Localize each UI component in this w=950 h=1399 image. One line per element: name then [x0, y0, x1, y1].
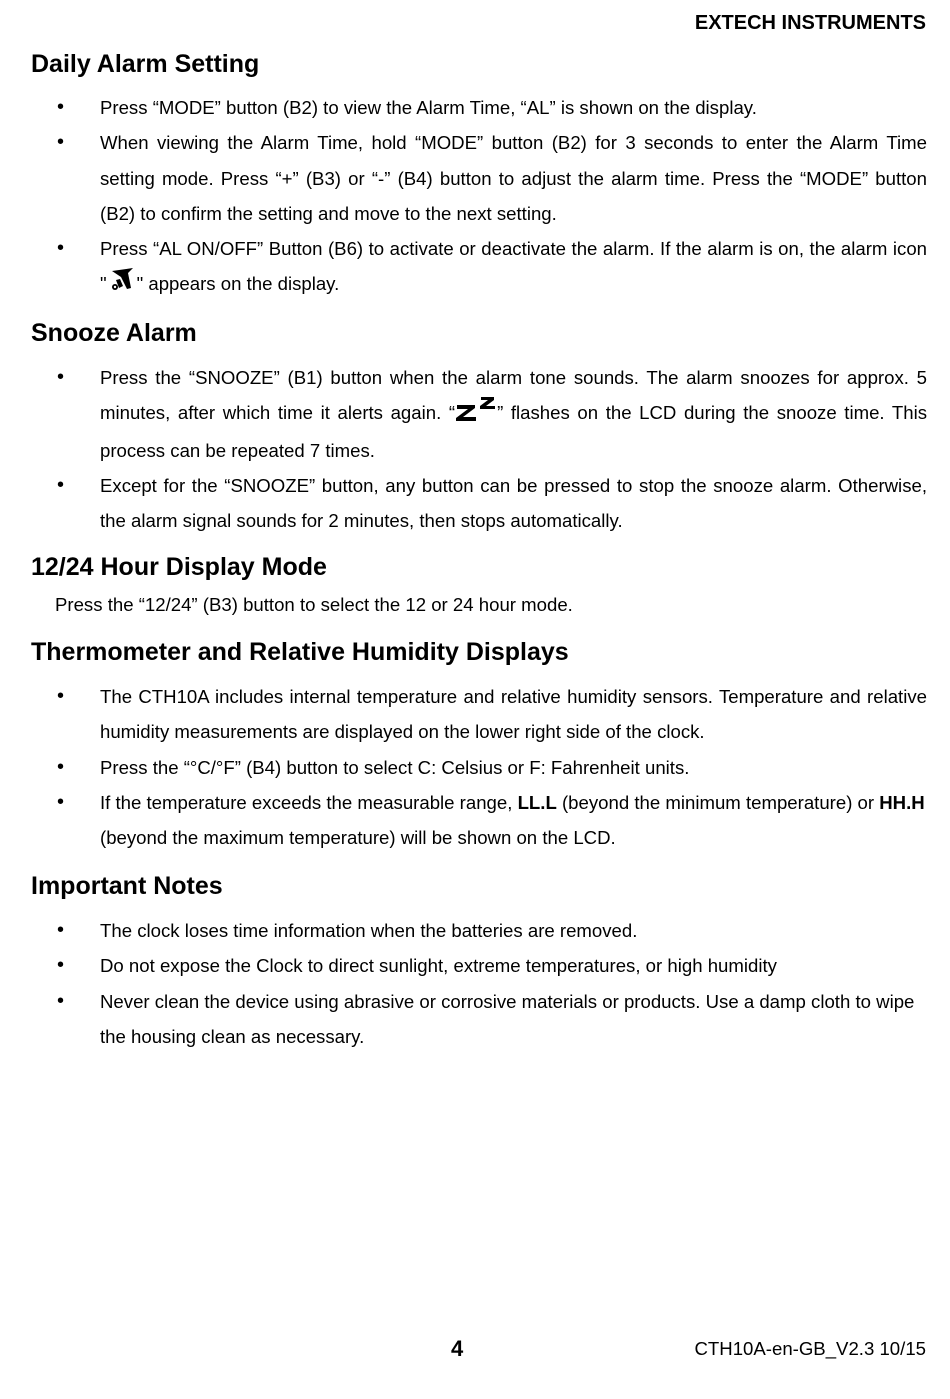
high-range-code: HH.H	[879, 791, 925, 813]
list-item: • The clock loses time information when the batteries are removed.	[0, 913, 927, 948]
list-item-text: (beyond the maximum temperature) will be shown on the LCD.	[100, 827, 616, 849]
list-item: • Never clean the device using abrasive or corrosive materials or products. Use a damp cloth to wipe the housing clean as necessary.	[0, 984, 927, 1055]
list-item: • Do not expose the Clock to direct sunlight, extreme temperatures, or high humidity	[0, 948, 927, 983]
document-id: CTH10A-en-GB_V2.3 10/15	[694, 1338, 926, 1359]
section-title-snooze: Snooze Alarm	[31, 319, 197, 347]
daily-alarm-list	[0, 90, 927, 304]
hour-mode-text: Press the “12/24” (B3) button to select the 12 or 24 hour mode.	[55, 594, 573, 615]
zz-icon	[455, 395, 497, 432]
notes-list	[0, 913, 927, 1054]
section-title-thermo: Thermometer and Relative Humidity Displays	[31, 638, 569, 666]
list-item-text: " appears on the display.	[136, 273, 340, 295]
company-header: EXTECH INSTRUMENTS	[694, 12, 926, 34]
list-item	[0, 231, 927, 304]
section-title-daily-alarm: Daily Alarm Setting	[31, 50, 260, 78]
list-item: • The CTH10A includes internal temperature and relative humidity sensors. Temperature and relative humidity measurements are displayed on the lower right side of the clock.	[0, 679, 927, 750]
list-item: • Press the “°C/°F” (B4) button to select C: Celsius or F: Fahrenheit units.	[0, 750, 927, 785]
list-item-text: Press “AL ON/OFF” Button (B6) to activate or deactivate the alarm. If the alarm is on, the alarm icon "	[100, 238, 927, 295]
section-title-hour-mode: 12/24 Hour Display Mode	[31, 553, 327, 581]
list-item-text: (beyond the minimum temperature) or	[556, 791, 880, 813]
thermo-list	[0, 679, 927, 855]
section-title-notes: Important Notes	[31, 872, 223, 900]
list-item-text: If the temperature exceeds the measurable range,	[100, 791, 518, 813]
snooze-list	[0, 360, 927, 538]
list-item: • Except for the “SNOOZE” button, any button can be pressed to stop the snooze alarm. Otherwise, the alarm signal sounds for 2 minutes, then stops automatically.	[0, 468, 927, 539]
list-item-text: ” flashes on the LCD during the snooze time. This process can be repeated 7 times.	[100, 402, 927, 461]
low-range-code: LL.L	[517, 791, 557, 813]
alarm-bell-icon	[107, 268, 137, 303]
list-item-text: Press the “SNOOZE” (B1) button when the alarm tone sounds. The alarm snoozes for approx. 5 minutes, after which time it alerts again. “	[100, 367, 927, 424]
list-item: • Press “MODE” button (B2) to view the Alarm Time, “AL” is shown on the display.	[0, 90, 927, 125]
list-item: • When viewing the Alarm Time, hold “MODE” button (B2) for 3 seconds to enter the Alarm Time setting mode. Press “+” (B3) or “-” (B4) button to adjust the alarm time. Press the “MODE” button (B2) to confirm the setting and move to the next setting.	[0, 125, 927, 231]
list-item	[0, 785, 927, 856]
list-item	[0, 360, 927, 468]
page-number: 4	[451, 1336, 464, 1361]
